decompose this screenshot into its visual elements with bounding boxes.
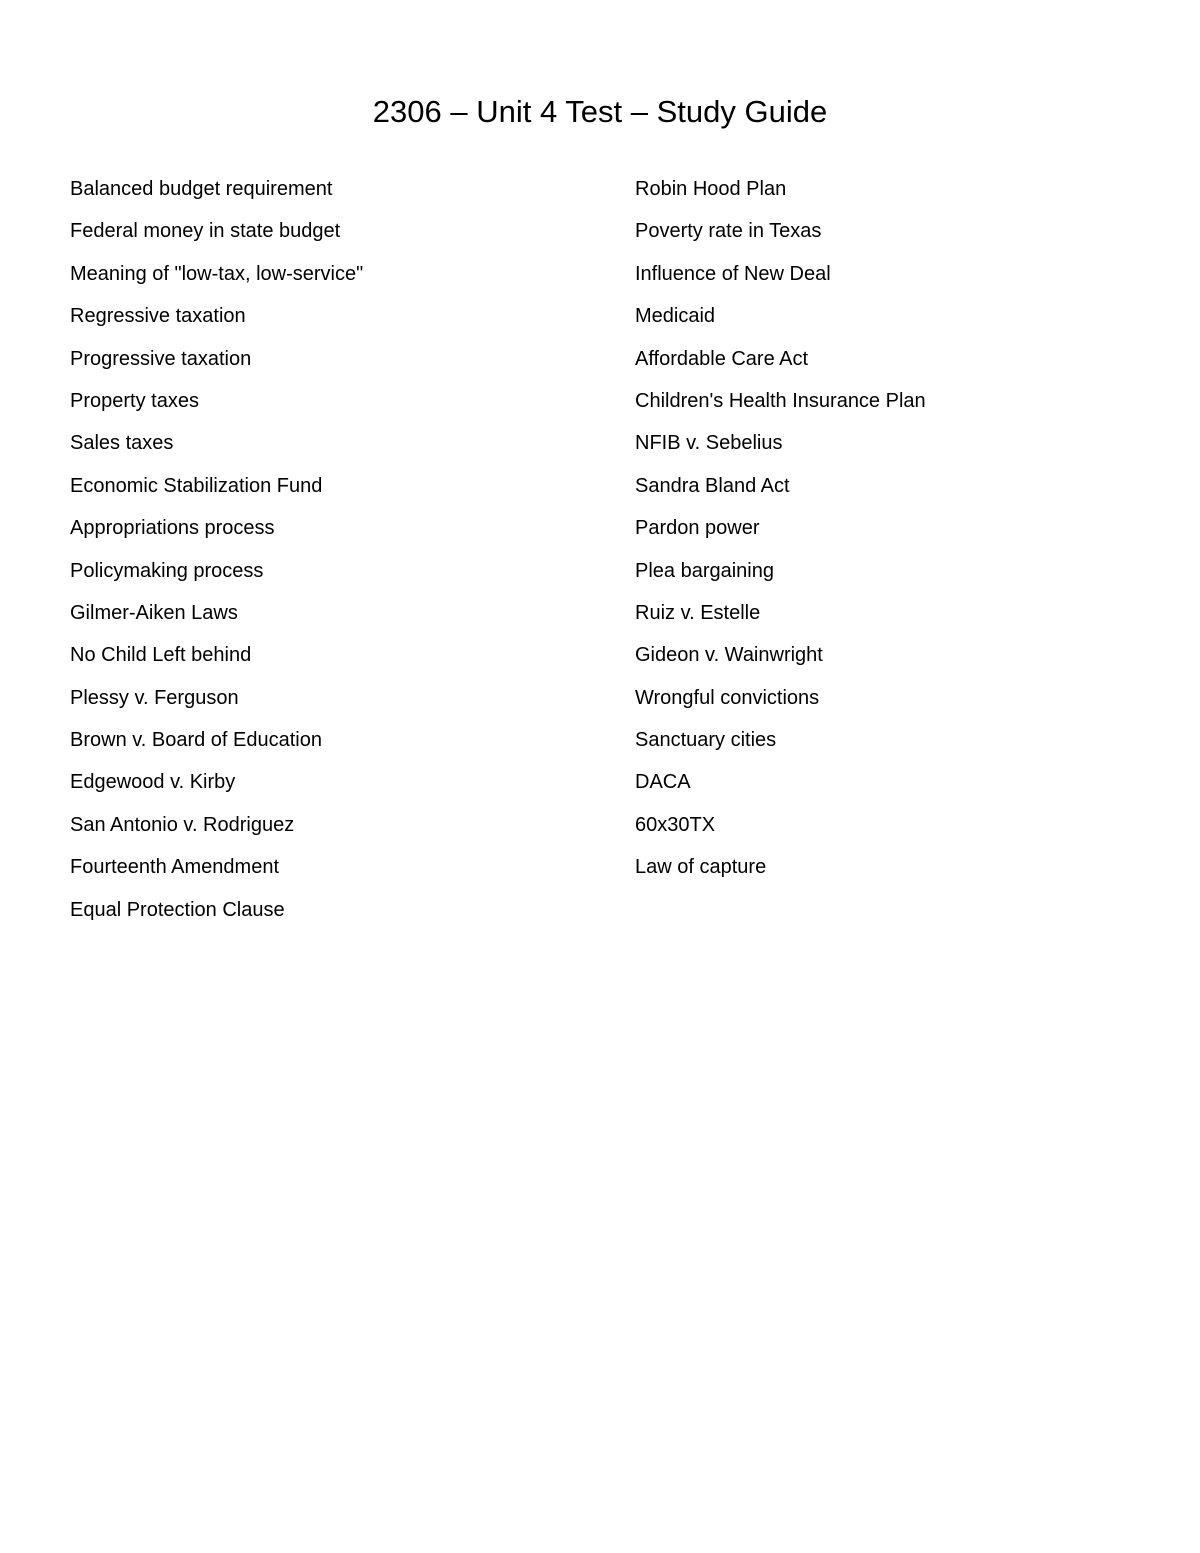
- page-title: 2306 – Unit 4 Test – Study Guide: [372, 94, 828, 129]
- list-item: Regressive taxation: [70, 305, 246, 328]
- list-item: Edgewood v. Kirby: [70, 771, 236, 794]
- list-item: Progressive taxation: [70, 347, 252, 370]
- right-term-list: [635, 172, 1155, 893]
- list-item: Fourteenth Amendment: [70, 856, 280, 879]
- list-item: Equal Protection Clause: [70, 898, 285, 921]
- list-item: Affordable Care Act: [635, 347, 809, 370]
- list-item: Gilmer-Aiken Laws: [70, 601, 238, 624]
- list-item: Balanced budget requirement: [70, 178, 333, 200]
- list-item: Appropriations process: [70, 517, 275, 540]
- list-item: Robin Hood Plan: [635, 178, 787, 200]
- list-item: No Child Left behind: [70, 644, 252, 667]
- list-item: Influence of New Deal: [635, 262, 831, 285]
- list-item: Property taxes: [70, 389, 199, 412]
- list-item: 60x30TX: [635, 813, 716, 836]
- list-item: Plessy v. Ferguson: [70, 686, 239, 709]
- list-item: Poverty rate in Texas: [635, 220, 822, 243]
- list-item: Meaning of "low-tax, low-service": [70, 262, 364, 285]
- list-item: San Antonio v. Rodriguez: [70, 813, 295, 836]
- list-item: Gideon v. Wainwright: [635, 644, 823, 667]
- list-item: Law of capture: [635, 856, 767, 879]
- left-term-list: [70, 172, 590, 935]
- list-item: Policymaking process: [70, 559, 264, 582]
- list-item: Economic Stabilization Fund: [70, 474, 323, 497]
- list-item: Federal money in state budget: [70, 220, 341, 243]
- list-item: Medicaid: [635, 305, 716, 328]
- list-item: DACA: [635, 771, 691, 794]
- list-item: Sandra Bland Act: [635, 474, 790, 497]
- list-item: Plea bargaining: [635, 559, 774, 582]
- list-item: Children's Health Insurance Plan: [635, 389, 926, 412]
- list-item: Brown v. Board of Education: [70, 729, 322, 752]
- list-item: Wrongful convictions: [635, 686, 820, 709]
- list-item: Sanctuary cities: [635, 729, 777, 752]
- list-item: NFIB v. Sebelius: [635, 432, 783, 455]
- list-item: Pardon power: [635, 517, 760, 540]
- list-item: Ruiz v. Estelle: [635, 601, 761, 624]
- list-item: Sales taxes: [70, 432, 174, 455]
